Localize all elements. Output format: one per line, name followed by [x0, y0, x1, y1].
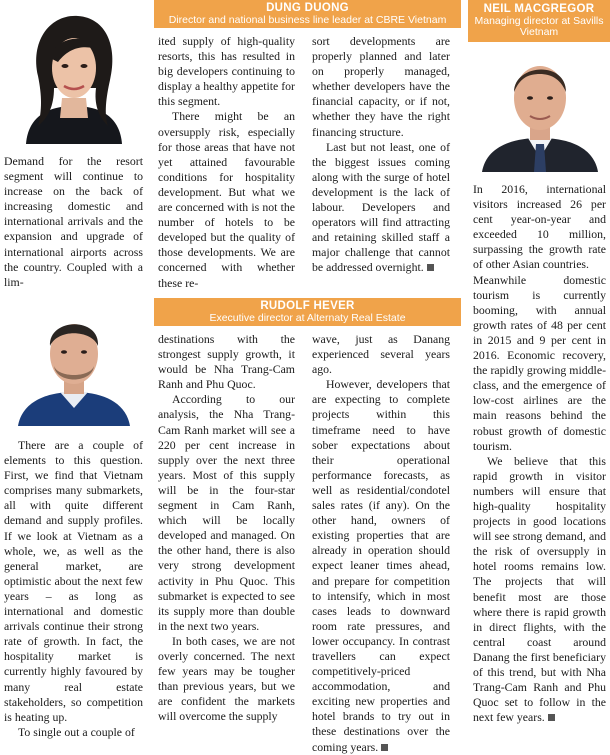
rudolf-header	[154, 298, 461, 326]
rudolf-col1	[4, 438, 143, 740]
rudolf-role: Executive director at Alternaty Real Estate	[209, 312, 406, 324]
rudolf-col2-p2: According to our analysis, the Nha Trang-Cam Ranh market will see a 220 per cent increase in supply over the next three years. Most of this supply will be in the four-star segment in Cam Ranh, which will be locally developed and managed. On the other hand, there is also very strong development activity in Phu Quoc. This submarket is expected to see its supply more than double in the next two years.	[158, 392, 295, 633]
rudolf-portrait	[8, 306, 140, 426]
neil-p2: Meanwhile domestic tourism is currently booming, with annual growth rates of 48 per cent in 2015 and 9 per cent in 2016. Economic recovery, the rapidly growing middle-class, and the emergence of low-cost airlines are the main reasons behind the robust growth of domestic tourism.	[473, 272, 606, 453]
neil-p1: In 2016, international visitors increased 26 per cent year-on-year and exceeded 10 million, surpassing the growth rate of other Asian countries.	[473, 182, 606, 272]
end-mark-icon	[381, 744, 388, 751]
rudolf-col1-p1: There are a couple of elements to this question. First, we find that Vietnam comprises many submarkets, all with quite different demand and supply profiles. If we look at Vietnam as a whole, we, as well as the general market, are optimistic about the next few years – as long as international and domestic arrivals continue their strong rate of growth. In fact, the hospitality market is currently highly favoured by many real estate stakeholders, so competition is heating up.	[4, 438, 143, 724]
neil-p3: We believe that this rapid growth in visitor numbers will ensure that high-quality hospitality projects in good locations will see strong demand, and the risk of oversupply in hotel rooms remains low. The projects that will benefit most are those where there is rapid growth in direct flights, with the central coast around Danang the first beneficiary of this trend, but with Nha Trang-Cam Ranh and Phu Quoc set to follow in the next few years.	[473, 453, 606, 725]
dung-role: Director and national business line leader at CBRE Vietnam	[168, 14, 447, 26]
neil-body	[473, 182, 606, 725]
dung-portrait-image	[8, 6, 140, 144]
rudolf-col2	[158, 332, 295, 724]
dung-col2-p1: ited supply of high-quality resorts, this has resulted in big developers continuing to display a healthy appetite for this segment.	[158, 34, 295, 109]
dung-header	[154, 0, 461, 28]
neil-role: Managing director at Savills Vietnam	[474, 15, 604, 38]
rudolf-col3	[312, 332, 450, 755]
rudolf-name: RUDOLF HEVER	[260, 300, 355, 312]
dung-name: DUNG DUONG	[266, 2, 349, 14]
dung-col3-p2: Last but not least, one of the biggest issues coming along with the surge of hotel development is the lack of labour. Developers and operators will find attracting and retaining skilled staff a major challenge that cannot be addressed overnight.	[312, 139, 450, 275]
rudolf-portrait-image	[8, 306, 140, 426]
dung-panel	[0, 0, 462, 290]
neil-portrait	[474, 48, 606, 172]
rudolf-panel	[0, 298, 462, 754]
neil-name: NEIL MACGREGOR	[483, 3, 595, 15]
dung-col1	[4, 154, 143, 290]
dung-col2-p2: There might be an oversupply risk, especially for those areas that have not yet attained favourable conditions for hospitality development. But what we are concerned with is not the number of hotels to be developed but the quality of those developments. We are concerned with whether these re-	[158, 109, 295, 290]
end-mark-icon	[548, 714, 555, 721]
rudolf-col2-p3: In both cases, we are not overly concerned. The next few years may be tougher than previous years, but we are confident the markets will overcome the supply	[158, 633, 295, 724]
rudolf-col1-p2: To single out a couple of	[18, 724, 135, 739]
rudolf-col3-p2: However, developers that are expecting to complete projects within this timeframe need to have sober expectations about their operational performance forecasts, as well as residential/condotel sales rates (if any). On the other hand, owners of existing properties that are already in operation should expect leaner times ahead, and prepare for competition to intensify, which in most cases leads to downward room rate pressures, and lower occupancy. In contrast travellers can expect competitively-priced accommodation, and exciting new properties and hotel brands to try out in these destinations over the coming years.	[312, 377, 450, 754]
dung-col3	[312, 34, 450, 276]
rudolf-col3-p1: wave, just as Danang experienced several years ago.	[312, 332, 450, 377]
rudolf-col2-p1: destinations with the strongest supply growth, it would be Nha Trang-Cam Ranh and Phu Quoc.	[158, 332, 295, 392]
neil-portrait-image	[474, 48, 606, 172]
neil-panel	[468, 0, 610, 732]
dung-col2	[158, 34, 295, 291]
dung-portrait	[8, 6, 140, 144]
dung-col3-p1: sort developments are properly planned and later on properly managed, whether developers have the financial capacity, or if not, whether they have the right financing structure.	[312, 34, 450, 139]
dung-col1-p1: Demand for the resort segment will continue to increase on the back of increasing domestic and international arrivals and the expansion and upgrade of international airports across the country. Coupled with a lim-	[4, 154, 143, 289]
end-mark-icon	[427, 264, 434, 271]
neil-header	[468, 0, 610, 42]
